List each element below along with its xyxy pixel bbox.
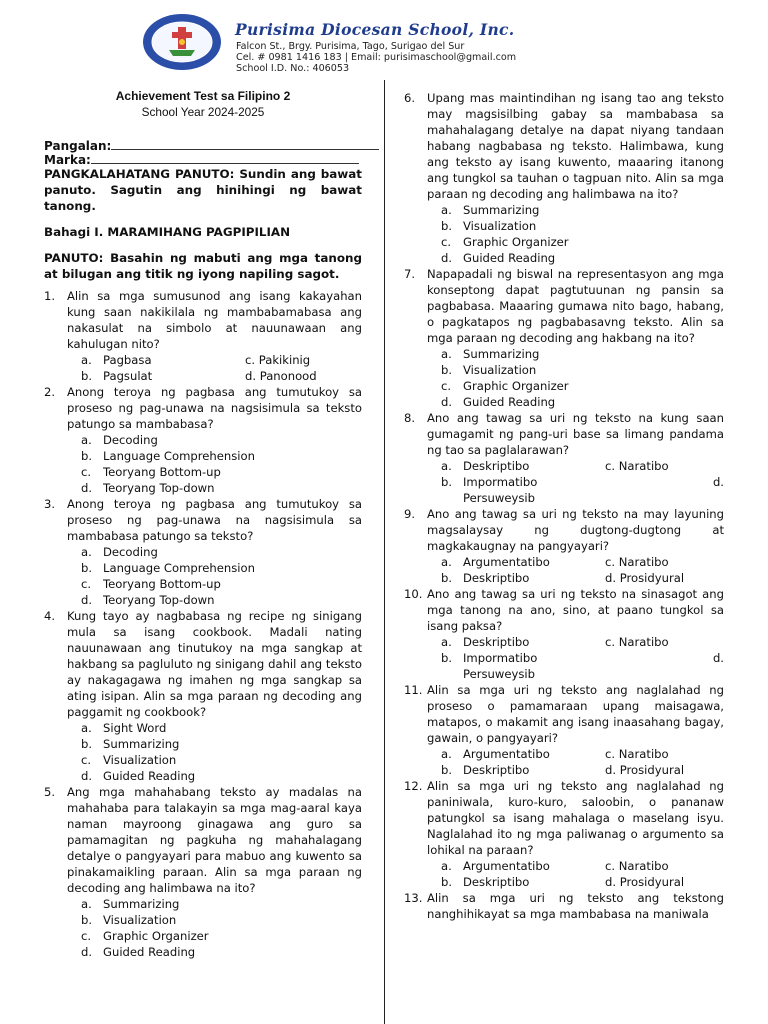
question-row <box>404 890 724 922</box>
question-number: 10. <box>404 587 423 601</box>
option-text: Graphic Organizer <box>103 929 209 943</box>
option-text: Guided Reading <box>103 945 196 959</box>
option-text: Summarizing <box>463 203 540 217</box>
option-letter: b. <box>441 651 453 665</box>
question-row <box>404 266 724 346</box>
question-row <box>404 410 724 458</box>
question-row <box>404 778 724 858</box>
option-letter: a. <box>441 635 452 649</box>
option-letter: b. <box>441 363 453 377</box>
question-row <box>44 288 362 352</box>
question-number: 2. <box>44 385 56 399</box>
part-title: Bahagi I. MARAMIHANG PAGPIPILIAN <box>44 225 291 239</box>
school-seal-logo <box>141 12 223 72</box>
question-row <box>404 682 724 746</box>
option-text: Language Comprehension <box>103 561 255 575</box>
question-number: 5. <box>44 785 56 799</box>
option-letter: b. <box>81 913 93 927</box>
answer-option[interactable] <box>441 250 724 266</box>
general-instruction: PANGKALAHATANG PANUTO: Sundin ang bawat panuto. Sagutin ang hinihingi ng bawat tanong. <box>44 167 362 213</box>
answer-option-pair[interactable] <box>441 746 724 762</box>
question-item <box>44 784 362 960</box>
option-letter: d. <box>441 251 453 265</box>
option-text-alt: d. Prosidyural <box>605 763 685 777</box>
question-row <box>44 784 362 896</box>
option-text-d: Persuweysib <box>463 667 535 681</box>
option-letter: b. <box>81 369 93 383</box>
question-number: 7. <box>404 267 416 281</box>
question-item <box>404 410 724 506</box>
question-row <box>404 506 724 554</box>
answer-option-pair-wrapped[interactable] <box>441 650 724 682</box>
answer-option-pair-wrapped[interactable] <box>441 474 724 506</box>
option-letter: a. <box>441 347 452 361</box>
option-letter-d: d. <box>712 475 724 489</box>
question-number: 9. <box>404 507 416 521</box>
option-text: Argumentatibo <box>463 859 550 873</box>
option-letter-d: d. <box>712 651 724 665</box>
option-text: Graphic Organizer <box>463 379 569 393</box>
question-text: Kung tayo ay nagbabasa ng recipe ng sinigang mula sa isang cookbook. Madali nating nauunawaan ang tinutukoy na mga sangkap at hakbang sa pagluluto ng sinigang dahil ang teksto ay nakagagawa ng imahen ng mga sangkap sa ating isipan. Alin sa mga paraan ng decoding ang paggamit ng cookbook? <box>67 609 362 719</box>
option-letter: d. <box>81 769 93 783</box>
option-letter: b. <box>441 571 453 585</box>
question-number: 3. <box>44 497 56 511</box>
question-number: 8. <box>404 411 416 425</box>
option-text: Pagbasa <box>103 353 152 367</box>
option-text: Deskriptibo <box>463 635 530 649</box>
question-text: Anong teroya ng pagbasa ang tumutukoy sa proseso ng pag-unawa na nagsisimula sa teksto patungo sa mambabasa? <box>67 385 362 431</box>
option-list <box>441 346 724 410</box>
question-text: Napapadali ng biswal na representasyon ang mga konseptong dapat pagtutuunan ng pansin sa pagbabasa. Maaaring gumawa nito bago, habang, o pagkatapos ng pagbabasavng teksto. Alin sa mga paraan ng decoding ang hakbang na ito? <box>427 267 724 345</box>
option-text: Decoding <box>103 433 158 447</box>
answer-option[interactable] <box>81 768 362 784</box>
option-letter: c. <box>81 753 92 767</box>
answer-option[interactable] <box>81 592 362 608</box>
answer-option[interactable] <box>441 234 724 250</box>
option-letter: d. <box>81 481 93 495</box>
school-address: Falcon St., Brgy. Purisima, Tago, Surigao del Sur <box>236 41 465 52</box>
answer-option[interactable] <box>81 736 362 752</box>
question-item <box>404 778 724 890</box>
question-text: Anong teroya ng pagbasa ang tumutukoy sa proseso ng pag-unawa na nagsisimula sa mambabasa patungo sa teksto? <box>67 497 362 543</box>
answer-option[interactable] <box>81 432 362 448</box>
test-title: Achievement Test sa Filipino 2 <box>115 89 291 103</box>
question-item <box>44 384 362 496</box>
option-letter: c. <box>81 929 92 943</box>
option-text: Impormatibo <box>463 475 538 489</box>
option-text: Teoryang Bottom-up <box>103 465 221 479</box>
option-letter: a. <box>441 459 452 473</box>
answer-option-pair[interactable] <box>441 570 724 586</box>
name-blank-line[interactable] <box>111 138 379 150</box>
name-field[interactable] <box>44 138 362 152</box>
answer-option[interactable] <box>441 394 724 410</box>
option-letter: d. <box>441 395 453 409</box>
question-row <box>44 384 362 432</box>
option-text: Deskriptibo <box>463 571 530 585</box>
answer-option[interactable] <box>81 464 362 480</box>
answer-option[interactable] <box>81 448 362 464</box>
answer-option-pair[interactable] <box>441 554 724 570</box>
option-text: Summarizing <box>463 347 540 361</box>
option-text-alt: d. Panonood <box>245 369 317 383</box>
option-text-alt: c. Naratibo <box>605 459 669 473</box>
option-letter: c. <box>441 379 452 393</box>
question-row <box>44 608 362 720</box>
question-item <box>404 682 724 778</box>
question-text: Ano ang tawag sa uri ng teksto na sinasagot ang mga tanong na ano, sino, at paano tungkol sa isang paksa? <box>427 587 724 633</box>
option-letter: a. <box>441 203 452 217</box>
option-text-wrapped <box>463 650 724 682</box>
right-column <box>404 90 724 922</box>
option-letter: a. <box>81 545 92 559</box>
question-text: Upang mas maintindihan ng isang tao ang teksto may magsisilbing gabay sa mambabasa sa mahahalagang detalye na dapat niyang tandaan habang nagbabasa ng teksto. Halimbawa, kung ang teksto ay isang kuwento, maaaring itanong ang tungkol sa tauhan o tagpuan nito. Alin sa mga paraan ng decoding ang halimbawa na ito? <box>427 91 724 201</box>
question-text: Ano ang tawag sa uri ng teksto na kung saan gumagamit ng pang-uri base sa limang pandama ng tao sa paglalarawan? <box>427 411 724 457</box>
question-item <box>44 288 362 384</box>
option-letter: c. <box>81 577 92 591</box>
option-letter: b. <box>441 475 453 489</box>
answer-option[interactable] <box>441 378 724 394</box>
answer-option[interactable] <box>441 346 724 362</box>
option-text: Teoryang Bottom-up <box>103 577 221 591</box>
option-text: Graphic Organizer <box>463 235 569 249</box>
option-text-alt: c. Pakikinig <box>245 353 311 367</box>
question-row <box>44 496 362 544</box>
option-text-alt: d. Prosidyural <box>605 875 685 889</box>
question-text: Alin sa mga uri ng teksto ang naglalahad ng paniniwala, kuro-kuro, saloobin, o pananaw patungkol sa isang mahalaga o maselang isyu. Naglalahad ito ng mga paliwanag o argumento sa lohikal na paraan? <box>427 779 724 857</box>
question-number: 12. <box>404 779 423 793</box>
name-label: Pangalan: <box>44 139 112 153</box>
question-item <box>404 90 724 266</box>
school-header <box>0 0 768 80</box>
option-text: Deskriptibo <box>463 875 530 889</box>
question-number: 11. <box>404 683 423 697</box>
option-spacer <box>605 474 724 490</box>
option-text: Visualization <box>103 753 177 767</box>
option-letter: c. <box>441 235 452 249</box>
option-letter: d. <box>81 593 93 607</box>
school-name: Purisima Diocesan School, Inc. <box>235 20 515 39</box>
left-column <box>44 88 362 960</box>
option-letter: a. <box>441 859 452 873</box>
option-text: Teoryang Top-down <box>103 593 215 607</box>
answer-option[interactable] <box>81 752 362 768</box>
question-item <box>404 586 724 682</box>
question-item <box>44 608 362 784</box>
option-spacer <box>605 650 724 666</box>
option-text-wrapped <box>463 474 724 506</box>
option-text: Deskriptibo <box>463 459 530 473</box>
score-blank-line[interactable] <box>91 152 359 164</box>
option-text: Visualization <box>103 913 177 927</box>
option-text: Argumentatibo <box>463 555 550 569</box>
answer-option-pair[interactable] <box>441 858 724 874</box>
option-text: Guided Reading <box>463 395 556 409</box>
question-number: 4. <box>44 609 56 623</box>
option-letter: d. <box>81 945 93 959</box>
option-text: Teoryang Top-down <box>103 481 215 495</box>
answer-option[interactable] <box>81 944 362 960</box>
question-item <box>404 266 724 410</box>
answer-option[interactable] <box>81 912 362 928</box>
question-number: 13. <box>404 891 423 905</box>
answer-option-pair[interactable] <box>441 458 724 474</box>
question-row <box>404 90 724 202</box>
option-text: Summarizing <box>103 897 180 911</box>
question-text: Ang mga mahahabang teksto ay madalas na mahahaba para talakayin sa mga mag-aaral kaya naman mayroong ginagawa ang guro sa pamamagitan ng pagkuha ng mahahalagang detalye o pangyayari para mabuo ang kuwento sa pinakamaikling paraan. Alin sa mga paraan ng decoding ang halimbawa na ito? <box>67 785 362 895</box>
option-letter: a. <box>441 747 452 761</box>
option-letter: a. <box>81 433 92 447</box>
option-text-d: Persuweysib <box>463 491 535 505</box>
answer-option[interactable] <box>81 560 362 576</box>
school-contact: Cel. # 0981 1416 183 | Email: purisimaschool@gmail.com <box>236 52 517 63</box>
answer-option[interactable] <box>81 720 362 736</box>
option-letter: a. <box>81 897 92 911</box>
part-instruction: PANUTO: Basahin ng mabuti ang mga tanong at bilugan ang titik ng iyong napiling sagot. <box>44 251 362 281</box>
option-letter: a. <box>441 555 452 569</box>
option-list <box>81 896 362 960</box>
question-list-left <box>44 288 362 960</box>
option-letter: b. <box>441 219 453 233</box>
answer-option-pair[interactable] <box>81 368 362 384</box>
option-text-alt: c. Naratibo <box>605 747 669 761</box>
answer-option[interactable] <box>81 480 362 496</box>
question-text: Alin sa mga uri ng teksto ang tekstong nanghihikayat sa mga mambabasa na maniwala <box>427 891 724 921</box>
answer-option-pair[interactable] <box>81 352 362 368</box>
option-text: Sight Word <box>103 721 167 735</box>
option-letter: b. <box>441 875 453 889</box>
option-list <box>81 544 362 608</box>
option-text: Visualization <box>463 363 537 377</box>
question-item <box>404 890 724 922</box>
option-text: Pagsulat <box>103 369 153 383</box>
option-text-alt: d. Prosidyural <box>605 571 685 585</box>
score-label: Marka: <box>44 153 91 167</box>
option-list <box>81 432 362 496</box>
option-text-alt: c. Naratibo <box>605 859 669 873</box>
question-item <box>44 496 362 608</box>
option-letter: b. <box>81 561 93 575</box>
question-number: 6. <box>404 91 416 105</box>
option-text: Visualization <box>463 219 537 233</box>
school-year: School Year 2024-2025 <box>141 105 265 119</box>
answer-option[interactable] <box>441 202 724 218</box>
option-letter: b. <box>441 763 453 777</box>
option-text: Summarizing <box>103 737 180 751</box>
option-text: Deskriptibo <box>463 763 530 777</box>
option-list <box>441 202 724 266</box>
score-field[interactable] <box>44 152 362 166</box>
question-list-right <box>404 90 724 922</box>
option-letter: a. <box>81 353 92 367</box>
question-row <box>404 586 724 634</box>
question-text: Alin sa mga uri ng teksto ang naglalahad ng proseso o pamamaraan upang maisagawa, matapos, o makamit ang isang inaasahang bagay, gawain, o pangyayari? <box>427 683 724 745</box>
option-text: Decoding <box>103 545 158 559</box>
answer-option[interactable] <box>81 928 362 944</box>
option-letter: b. <box>81 449 93 463</box>
answer-option-pair[interactable] <box>441 874 724 890</box>
option-list <box>81 720 362 784</box>
option-text: Language Comprehension <box>103 449 255 463</box>
answer-option-pair[interactable] <box>441 762 724 778</box>
option-letter: b. <box>81 737 93 751</box>
option-letter: a. <box>81 721 92 735</box>
school-id: School I.D. No.: 406053 <box>236 63 350 74</box>
option-text-alt: c. Naratibo <box>605 555 669 569</box>
option-text: Guided Reading <box>463 251 556 265</box>
question-number: 1. <box>44 289 56 303</box>
option-text-alt: c. Naratibo <box>605 635 669 649</box>
question-text: Alin sa mga sumusunod ang isang kakayahan kung saan nakikilala ng mambabamabasa ang nakasulat na simbolo at nauunawaan ang kahulugan nito? <box>67 289 362 351</box>
answer-option[interactable] <box>81 896 362 912</box>
option-text: Impormatibo <box>463 651 538 665</box>
answer-option[interactable] <box>441 362 724 378</box>
answer-option[interactable] <box>81 544 362 560</box>
option-text: Guided Reading <box>103 769 196 783</box>
option-text: Argumentatibo <box>463 747 550 761</box>
answer-option-pair[interactable] <box>441 634 724 650</box>
answer-option[interactable] <box>441 218 724 234</box>
question-text: Ano ang tawag sa uri ng teksto na may layuning magsalaysay ng dugtong-dugtong at magkakaugnay na pangyayari? <box>427 507 724 553</box>
answer-option[interactable] <box>81 576 362 592</box>
question-item <box>404 506 724 586</box>
option-letter: c. <box>81 465 92 479</box>
column-divider <box>384 80 385 1024</box>
